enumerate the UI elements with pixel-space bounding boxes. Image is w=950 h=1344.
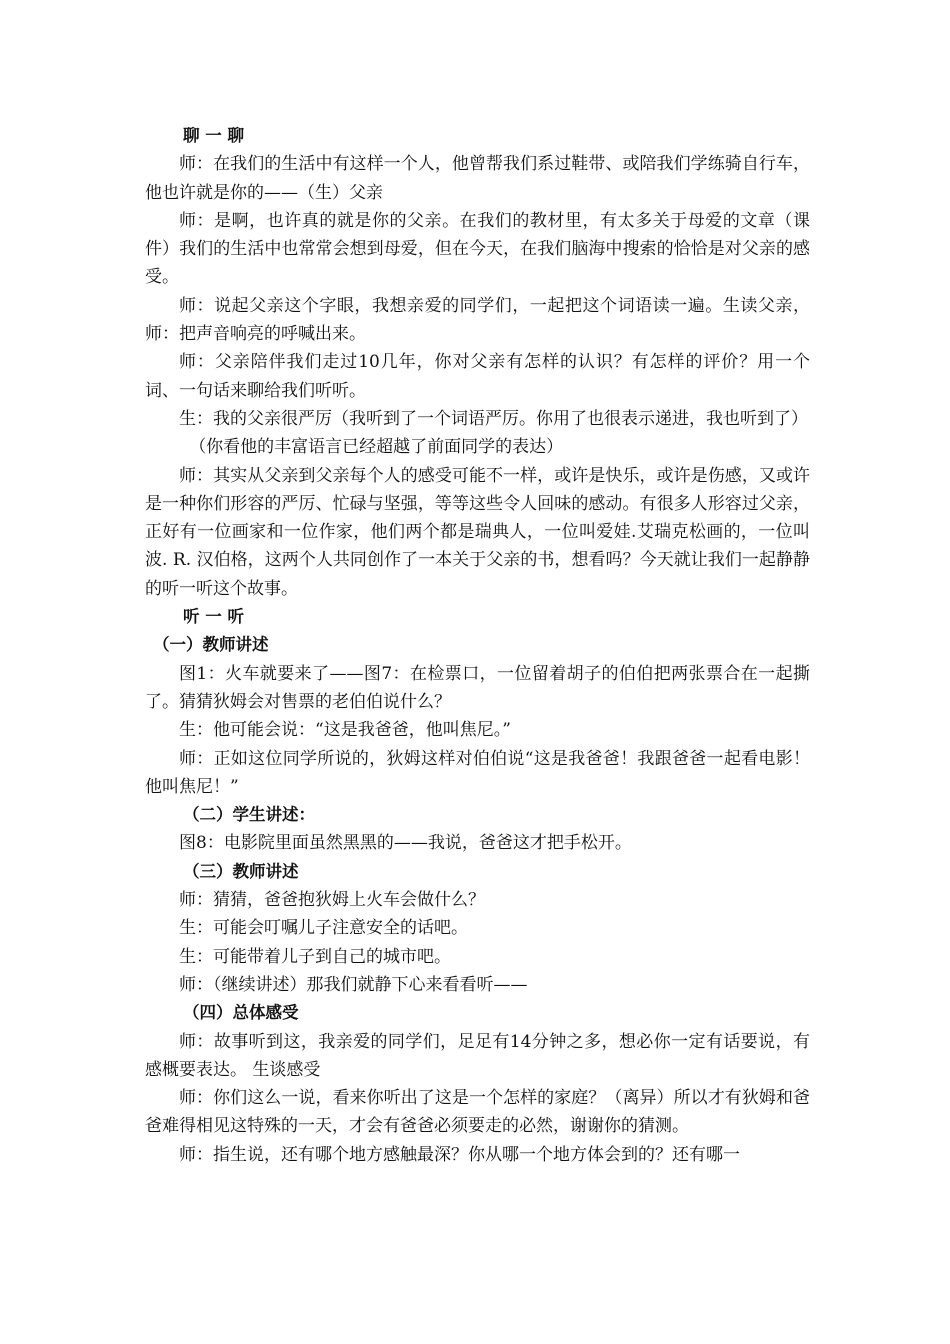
section-heading-chat: 聊 一 聊 bbox=[183, 126, 244, 145]
subsection-heading-overall-feeling: （四）总体感受 bbox=[183, 1003, 299, 1023]
paragraph: 图1：火车就要来了——图7：在检票口，一位留着胡子的伯伯把两张票合在一起撕了。猜猜狄姆会对售票的老伯伯说什么？ bbox=[145, 663, 810, 712]
paragraph: 师：父亲陪伴我们走过10几年，你对父亲有怎样的认识？有怎样的评价？用一个词、一句话来聊给我们听听。 bbox=[145, 352, 810, 401]
paragraph: 师：在我们的生活中有这样一个人，他曾帮我们系过鞋带、或陪我们学练骑自行车，他也许就是你的——（生）父亲 bbox=[145, 154, 810, 203]
subsection-heading-teacher-narration-2: （三）教师讲述 bbox=[183, 861, 299, 881]
paragraph: 生：可能带着儿子到自己的城市吧。 bbox=[179, 946, 451, 967]
paragraph: （你看他的丰富语言已经超越了前面同学的表达） bbox=[189, 437, 564, 458]
paragraph: 师：故事听到这，我亲爱的同学们，足足有14分钟之多，想必你一定有话要说，有感概要表达。 生谈感受 bbox=[145, 1031, 810, 1080]
paragraph: 师：说起父亲这个字眼，我想亲爱的同学们，一起把这个词语读一遍。生读父亲，师：把声音响亮的呼喊出来。 bbox=[145, 295, 810, 345]
section-heading-listen: 听 一 听 bbox=[183, 607, 244, 627]
document-body bbox=[145, 122, 810, 1169]
paragraph: 图8：电影院里面虽然黑黑的——我说，爸爸这才把手松开。 bbox=[179, 833, 632, 854]
paragraph: 师：猜猜，爸爸抱狄姆上火车会做什么？ bbox=[179, 890, 485, 911]
subsection-heading-teacher-narration: （一）教师讲述 bbox=[153, 635, 269, 655]
paragraph: 生：我的父亲很严厉（我听到了一个词语严厉。你用了也很表示递进，我也听到了） bbox=[179, 408, 808, 429]
paragraph: 师：指生说，还有哪个地方感触最深？你从哪一个地方体会到的？还有哪一 bbox=[179, 1144, 740, 1165]
paragraph: 生：他可能会说：“这是我爸爸，他叫焦尼。” bbox=[179, 720, 511, 741]
subsection-heading-student-narration: （二）学生讲述： bbox=[183, 805, 315, 825]
paragraph: 师：是啊，也许真的就是你的父亲。在我们的教材里，有太多关于母爱的文章（课件）我们的生活中也常常会想到母爱，但在今天，在我们脑海中搜索的恰恰是对父亲的感受。 bbox=[145, 210, 810, 288]
paragraph: 师：你们这么一说，看来你听出了这是一个怎样的家庭？（离异）所以才有狄姆和爸爸难得相见这特殊的一天，才会有爸爸必须要走的必然，谢谢你的猜测。 bbox=[145, 1088, 810, 1137]
paragraph: 生：可能会叮嘱儿子注意安全的话吧。 bbox=[179, 918, 468, 939]
paragraph: 师：其实从父亲到父亲每个人的感受可能不一样，或许是快乐，或许是伤感，又或许是一种你们形容的严厉、忙碌与坚强，等等这些令人回味的感动。有很多人形容过父亲，正好有一位画家和一位作家，他们两个都是瑞典人，一位叫爱娃.艾瑞克松画的，一位叫波. R. 汉伯格，这两个人共同创作了一本关于父亲的书，想看吗？今天就让我们一起静静的听一听这个故事。 bbox=[145, 465, 810, 599]
paragraph: 师：正如这位同学所说的，狄姆这样对伯伯说“这是我爸爸！我跟爸爸一起看电影！他叫焦尼！” bbox=[145, 748, 810, 797]
paragraph: 师：（继续讲述）那我们就静下心来看看听—— bbox=[179, 974, 528, 995]
